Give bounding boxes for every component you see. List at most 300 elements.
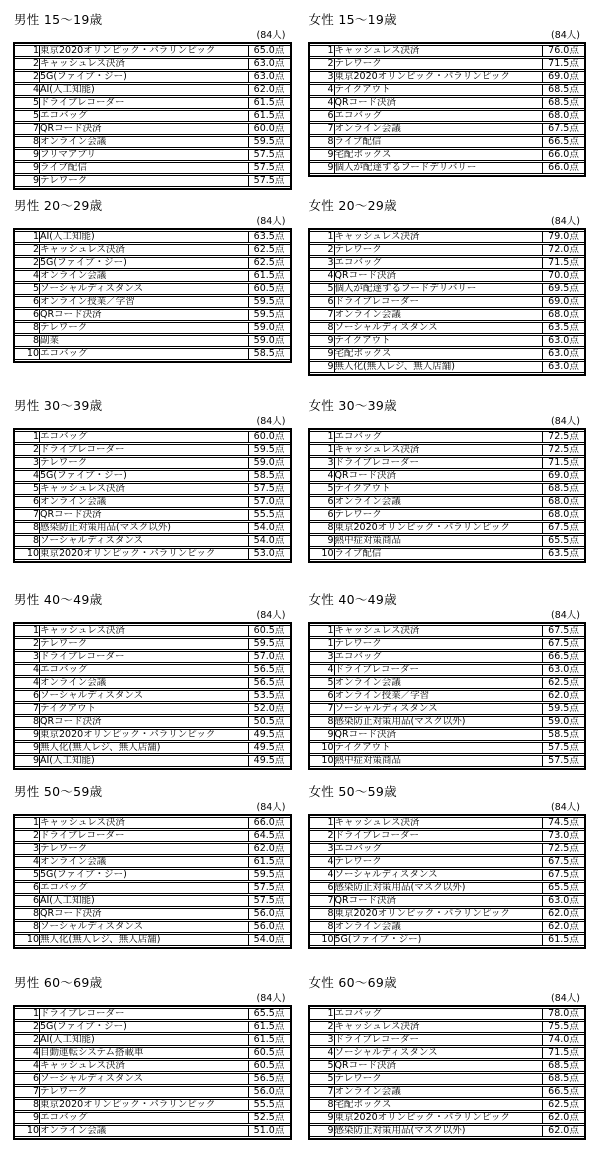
rank-cell: 1 [310,1008,335,1020]
item-cell: エコバッグ [40,882,249,894]
item-cell: AI(人工知能) [40,231,249,243]
table-row [15,270,290,282]
item-cell: テレワーク [335,638,544,650]
respondent-count: (84人) [256,993,286,1004]
score-cell: 59.5点 [249,444,290,456]
item-cell: キャッシュレス決済 [40,483,249,495]
score-cell: 49.5点 [249,729,290,741]
rank-cell: 8 [15,335,40,347]
table-row [15,244,290,256]
table-row [310,136,585,148]
table-row [310,162,585,174]
score-cell: 56.0点 [249,908,290,920]
item-cell: 東京2020オリンピック・パラリンピック [40,1099,249,1111]
score-cell: 53.0点 [249,548,290,560]
score-cell: 63.0点 [543,335,584,347]
table-row [310,231,585,243]
table-row [310,283,585,295]
item-cell: キャッシュレス決済 [335,45,544,57]
table-row [15,483,290,495]
rank-cell: 6 [15,309,40,321]
rank-cell: 9 [15,1112,40,1124]
table-row [15,1034,290,1046]
table-row [310,535,585,547]
ranking-panel-6 [13,592,292,770]
item-cell: ソーシャルディスタンス [335,869,544,881]
rank-cell: 6 [310,690,335,702]
rank-cell: 4 [15,677,40,689]
item-cell: 東京2020オリンピック・パラリンピック [335,908,544,920]
table-row [310,1021,585,1033]
score-cell: 62.0点 [543,1125,584,1137]
rank-cell: 4 [310,869,335,881]
score-cell: 71.5点 [543,1047,584,1059]
table-row [310,690,585,702]
rank-cell: 2 [15,638,40,650]
item-cell: キャッシュレス決済 [40,625,249,637]
item-cell: ドライブレコーダー [40,97,249,109]
item-cell: テレワーク [335,856,544,868]
item-cell: ドライブレコーダー [335,457,544,469]
rank-cell: 7 [310,309,335,321]
item-cell: エコバッグ [335,431,544,443]
score-cell: 65.5点 [543,535,584,547]
rank-cell: 5 [15,110,40,122]
table-row [15,742,290,754]
item-cell: 感染防止対策用品(マスク以外) [335,716,544,728]
rank-cell: 7 [15,703,40,715]
score-cell: 70.0点 [543,270,584,282]
table-row [15,856,290,868]
item-cell: テレワーク [40,457,249,469]
score-cell: 67.5点 [543,625,584,637]
rank-cell: 3 [310,1034,335,1046]
ranking-panel-8 [13,784,292,949]
item-cell: ドライブレコーダー [40,830,249,842]
item-cell: QRコード決済 [40,908,249,920]
rank-cell: 4 [310,97,335,109]
item-cell: オンライン会議 [40,677,249,689]
table-row [310,677,585,689]
score-cell: 57.5点 [249,895,290,907]
table-row [310,1008,585,1020]
table-row [310,934,585,946]
score-cell: 68.5点 [543,1073,584,1085]
section-row [13,398,586,592]
table-row [310,548,585,560]
table-row [310,703,585,715]
score-cell: 57.0点 [249,651,290,663]
rank-cell: 1 [310,444,335,456]
panel-title: 女性 40〜49歳 [308,592,397,607]
rank-cell: 1 [310,431,335,443]
rank-cell: 5 [15,869,40,881]
rank-cell: 9 [310,729,335,741]
item-cell: ドライブレコーダー [335,1034,544,1046]
item-cell: 東京2020オリンピック・パラリンピック [40,548,249,560]
score-cell: 54.0点 [249,522,290,534]
rank-cell: 9 [310,149,335,161]
item-cell: ソーシャルディスタンス [40,535,249,547]
rank-cell: 9 [310,335,335,347]
item-cell: キャッシュレス決済 [335,1021,544,1033]
item-cell: AI(人工知能) [40,755,249,767]
rank-cell: 7 [15,1086,40,1098]
score-cell: 69.5点 [543,283,584,295]
score-cell: 61.5点 [249,1034,290,1046]
item-cell: オンライン会議 [335,309,544,321]
rank-cell: 9 [310,535,335,547]
section-row [13,12,586,198]
score-cell: 67.5点 [543,856,584,868]
rank-cell: 1 [15,431,40,443]
table-row [310,483,585,495]
score-cell: 61.5点 [249,270,290,282]
rank-cell: 9 [310,1125,335,1137]
table-row [310,309,585,321]
item-cell: テレワーク [40,175,249,187]
score-cell: 66.0点 [543,162,584,174]
table-row [15,1008,290,1020]
respondent-count: (84人) [256,216,286,227]
ranking-panel-9 [308,784,587,949]
rank-cell: 3 [310,843,335,855]
respondent-count: (84人) [256,30,286,41]
panel-title: 男性 50〜59歳 [14,784,103,799]
score-cell: 68.0点 [543,509,584,521]
score-cell: 57.5点 [543,742,584,754]
table-row [310,716,585,728]
score-cell: 62.0点 [543,1112,584,1124]
table-row [310,296,585,308]
score-cell: 68.5点 [543,483,584,495]
rank-cell: 7 [310,703,335,715]
item-cell: フリマアプリ [40,149,249,161]
table-row [310,817,585,829]
item-cell: 東京2020オリンピック・パラリンピック [335,71,544,83]
rank-cell: 4 [310,270,335,282]
score-cell: 61.5点 [249,97,290,109]
item-cell: 5G(ファイブ・ジー) [40,869,249,881]
ranking-table [308,622,587,770]
item-cell: QRコード決済 [40,309,249,321]
respondent-count: (84人) [256,802,286,813]
table-row [310,1112,585,1124]
table-row [15,149,290,161]
table-row [15,123,290,135]
table-row [310,244,585,256]
score-cell: 72.0点 [543,244,584,256]
table-row [15,651,290,663]
item-cell: エコバッグ [335,651,544,663]
table-row [15,136,290,148]
table-row [310,843,585,855]
item-cell: 宅配ボックス [335,149,544,161]
item-cell: QRコード決済 [335,270,544,282]
score-cell: 59.5点 [249,869,290,881]
table-row [310,97,585,109]
section-row [13,592,586,784]
score-cell: 60.5点 [249,625,290,637]
score-cell: 49.5点 [249,742,290,754]
table-row [15,509,290,521]
item-cell: エコバッグ [335,843,544,855]
score-cell: 69.0点 [543,296,584,308]
table-row [310,1047,585,1059]
score-cell: 57.5点 [249,882,290,894]
score-cell: 66.0点 [543,149,584,161]
rank-cell: 10 [310,934,335,946]
rank-cell: 4 [310,470,335,482]
score-cell: 62.0点 [543,690,584,702]
table-row [15,58,290,70]
score-cell: 55.5点 [249,509,290,521]
rank-cell: 4 [15,1047,40,1059]
item-cell: テレワーク [335,58,544,70]
item-cell: QRコード決済 [40,716,249,728]
table-row [310,457,585,469]
table-row [310,509,585,521]
score-cell: 54.0点 [249,934,290,946]
ranking-panel-7 [308,592,587,770]
item-cell: オンライン授業／学習 [335,690,544,702]
score-cell: 56.5点 [249,677,290,689]
respondent-count: (84人) [256,610,286,621]
panel-title: 男性 40〜49歳 [14,592,103,607]
score-cell: 61.5点 [249,110,290,122]
rank-cell: 2 [15,444,40,456]
ranking-panel-5 [308,398,587,563]
rank-cell: 1 [310,231,335,243]
section-row [13,975,586,1140]
rank-cell: 6 [15,1073,40,1085]
item-cell: 5G(ファイブ・ジー) [40,257,249,269]
score-cell: 66.0点 [249,817,290,829]
item-cell: ソーシャルディスタンス [335,322,544,334]
item-cell: キャッシュレス決済 [335,625,544,637]
rank-cell: 2 [15,830,40,842]
item-cell: テイクアウト [335,742,544,754]
table-row [310,651,585,663]
score-cell: 63.0点 [249,58,290,70]
panel-title: 女性 30〜39歳 [308,398,397,413]
table-row [310,830,585,842]
item-cell: キャッシュレス決済 [335,231,544,243]
item-cell: QRコード決済 [335,470,544,482]
rank-cell: 1 [310,817,335,829]
item-cell: テレワーク [335,509,544,521]
rank-cell: 9 [15,175,40,187]
table-row [15,921,290,933]
rank-cell: 10 [310,755,335,767]
ranking-table [13,814,292,949]
table-row [15,1086,290,1098]
score-cell: 64.5点 [249,830,290,842]
item-cell: オンライン会議 [40,136,249,148]
score-cell: 59.5点 [249,136,290,148]
item-cell: 5G(ファイブ・ジー) [335,934,544,946]
table-row [15,97,290,109]
score-cell: 49.5点 [249,755,290,767]
rank-cell: 10 [15,934,40,946]
section-row [13,198,586,398]
score-cell: 68.0点 [543,496,584,508]
score-cell: 57.5点 [543,755,584,767]
rank-cell: 10 [15,348,40,360]
score-cell: 61.5点 [249,1021,290,1033]
rank-cell: 8 [310,921,335,933]
item-cell: QRコード決済 [40,123,249,135]
rank-cell: 4 [310,84,335,96]
table-row [15,322,290,334]
table-row [15,729,290,741]
item-cell: 東京2020オリンピック・パラリンピック [40,729,249,741]
item-cell: エコバッグ [40,110,249,122]
item-cell: オンライン会議 [335,496,544,508]
score-cell: 63.5点 [543,322,584,334]
rank-cell: 6 [310,882,335,894]
score-cell: 57.0点 [249,496,290,508]
table-row [15,664,290,676]
item-cell: 感染防止対策用品(マスク以外) [40,522,249,534]
table-row [15,1047,290,1059]
rank-cell: 8 [310,522,335,534]
score-cell: 76.0点 [543,45,584,57]
item-cell: エコバッグ [40,348,249,360]
score-cell: 65.5点 [249,1008,290,1020]
table-row [310,71,585,83]
rank-cell: 7 [15,123,40,135]
score-cell: 56.5点 [249,1073,290,1085]
item-cell: 熱中症対策商品 [335,755,544,767]
item-cell: 5G(ファイブ・ジー) [40,470,249,482]
item-cell: テイクアウト [335,335,544,347]
rank-cell: 5 [310,677,335,689]
table-row [310,361,585,373]
score-cell: 58.5点 [543,729,584,741]
rank-cell: 10 [310,742,335,754]
table-row [15,690,290,702]
rank-cell: 3 [310,257,335,269]
table-row [15,296,290,308]
ranking-panel-4 [13,398,292,563]
rank-cell: 2 [15,257,40,269]
rank-cell: 4 [15,1060,40,1072]
rank-cell: 9 [310,162,335,174]
score-cell: 66.5点 [543,136,584,148]
item-cell: ドライブレコーダー [40,444,249,456]
table-row [310,322,585,334]
score-cell: 67.5点 [543,869,584,881]
respondent-count: (84人) [256,416,286,427]
rank-cell: 8 [310,322,335,334]
rank-cell: 9 [15,742,40,754]
score-cell: 63.0点 [249,71,290,83]
item-cell: キャッシュレス決済 [335,444,544,456]
score-cell: 62.0点 [249,843,290,855]
score-cell: 53.5点 [249,690,290,702]
item-cell: テレワーク [40,638,249,650]
table-row [15,638,290,650]
rank-cell: 10 [15,1125,40,1137]
table-row [310,110,585,122]
ranking-table [308,42,587,177]
score-cell: 55.5点 [249,1099,290,1111]
rank-cell: 2 [15,244,40,256]
rank-cell: 5 [15,97,40,109]
score-cell: 59.5点 [249,309,290,321]
rank-cell: 9 [310,361,335,373]
rank-cell: 4 [15,856,40,868]
rank-cell: 8 [15,716,40,728]
table-row [15,625,290,637]
table-row [15,335,290,347]
ranking-panel-3 [308,198,587,376]
item-cell: 感染防止対策用品(マスク以外) [335,1125,544,1137]
item-cell: 個人が配達するフードデリバリー [335,162,544,174]
score-cell: 62.0点 [543,921,584,933]
item-cell: エコバッグ [335,257,544,269]
rank-cell: 6 [15,296,40,308]
item-cell: ソーシャルディスタンス [40,1073,249,1085]
rank-cell: 1 [15,625,40,637]
rank-cell: 5 [310,283,335,295]
item-cell: キャッシュレス決済 [40,244,249,256]
table-row [15,444,290,456]
score-cell: 62.5点 [543,677,584,689]
item-cell: キャッシュレス決済 [40,1060,249,1072]
score-cell: 65.5点 [543,882,584,894]
score-cell: 69.0点 [543,470,584,482]
score-cell: 68.5点 [543,84,584,96]
item-cell: 感染防止対策用品(マスク以外) [335,882,544,894]
ranking-table [13,228,292,363]
score-cell: 56.5点 [249,664,290,676]
score-cell: 63.0点 [543,664,584,676]
table-row [310,431,585,443]
score-cell: 56.0点 [249,1086,290,1098]
rank-cell: 3 [15,457,40,469]
ranking-table [13,428,292,563]
rank-cell: 5 [310,483,335,495]
ranking-panel-0 [13,12,292,190]
rank-cell: 9 [15,162,40,174]
score-cell: 78.0点 [543,1008,584,1020]
table-row [310,1099,585,1111]
table-row [310,522,585,534]
ranking-table [13,42,292,190]
score-cell: 71.5点 [543,58,584,70]
score-cell: 56.0点 [249,921,290,933]
table-row [15,283,290,295]
item-cell: テイクアウト [40,703,249,715]
table-row [15,231,290,243]
ranking-panel-1 [308,12,587,177]
table-row [15,257,290,269]
table-row [15,703,290,715]
table-row [15,1060,290,1072]
item-cell: テレワーク [335,244,544,256]
item-cell: ライブ配信 [40,162,249,174]
rank-cell: 3 [15,651,40,663]
rank-cell: 1 [15,817,40,829]
table-row [15,162,290,174]
rank-cell: 8 [310,716,335,728]
item-cell: エコバッグ [335,1008,544,1020]
rank-cell: 2 [15,58,40,70]
table-row [310,348,585,360]
item-cell: 東京2020オリンピック・パラリンピック [335,1112,544,1124]
